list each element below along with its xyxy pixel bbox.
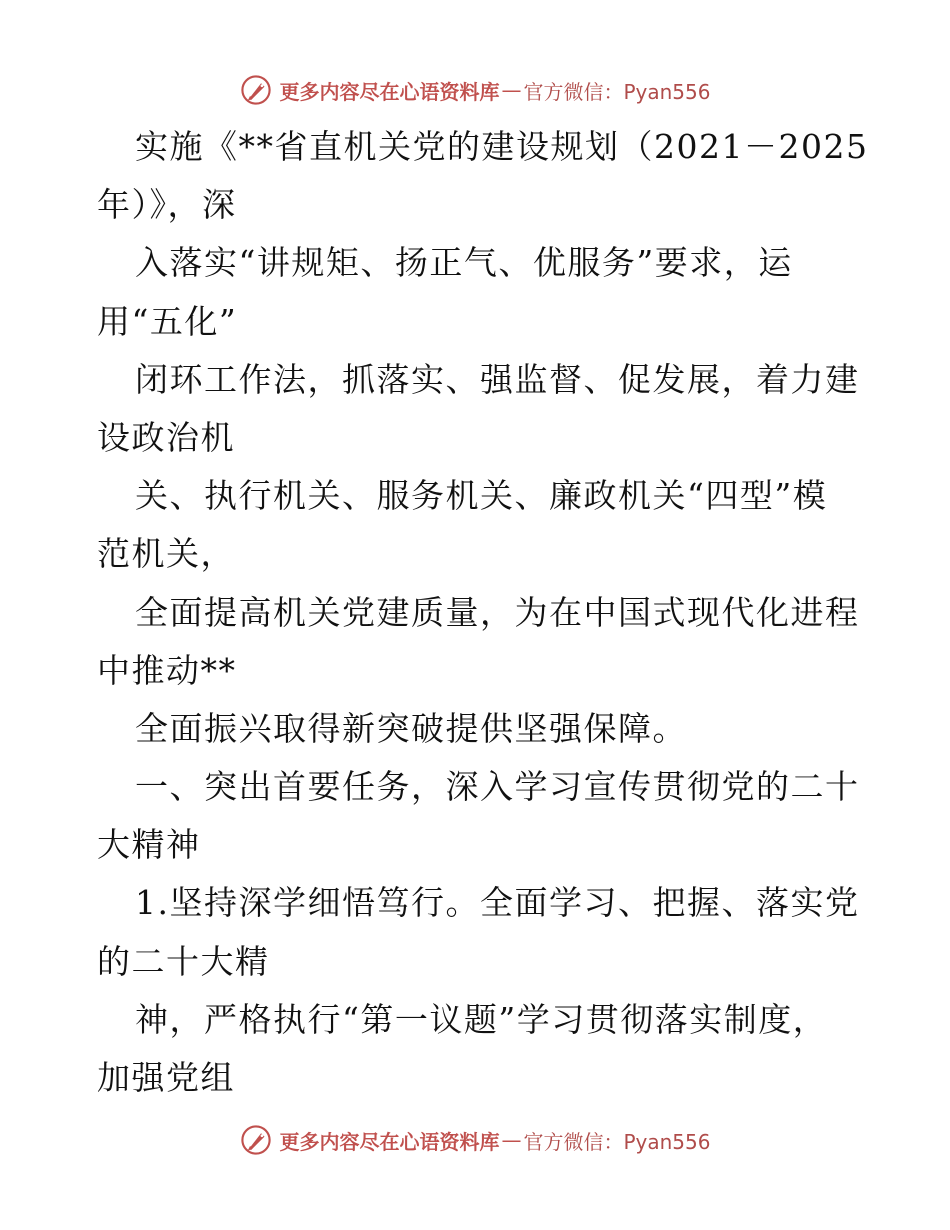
- text-line-6: 设政治机: [97, 417, 235, 457]
- text-line-17: 加强党组: [97, 1058, 235, 1097]
- text-line-3: 入落实“讲规矩、扬正气、优服务”要求，运: [135, 243, 793, 283]
- text-line-7: 关、执行机关、服务机关、廉政机关“四型”模: [135, 476, 828, 516]
- text-line-11: 全面振兴取得新突破提供坚强保障。: [135, 708, 687, 748]
- watermark-separator: —: [501, 78, 522, 102]
- header-watermark: [0, 70, 950, 110]
- text-line-5: 闭环工作法，抓落实、强监督、促发展，着力建: [135, 359, 860, 399]
- text-line-4: 用“五化”: [97, 301, 238, 341]
- watermark-text: 更多内容尽在心语资料库: [279, 79, 500, 104]
- watermark-text: 更多内容尽在心语资料库: [279, 1129, 500, 1154]
- watermark-separator: —: [501, 1128, 522, 1152]
- text-line-9: 全面提高机关党建质量，为在中国式现代化进程: [135, 592, 860, 632]
- pen-nib-logo-icon: [239, 1123, 273, 1157]
- pen-nib-logo-icon: [239, 73, 273, 107]
- text-line-13: 大精神: [97, 825, 201, 865]
- text-line-2: 年）》，深: [97, 185, 237, 225]
- section-heading-line: 一、突出首要任务，深入学习宣传贯彻党的二十: [135, 767, 860, 807]
- text-line-8: 范机关，: [97, 534, 235, 574]
- watermark-contact: 官方微信：Pyan556: [523, 1129, 711, 1154]
- watermark-contact: 官方微信：Pyan556: [523, 79, 711, 104]
- text-line-16: 神，严格执行“第一议题”学习贯彻落实制度，: [135, 999, 828, 1039]
- text-line-15: 的二十大精: [97, 941, 270, 981]
- text-line-10: 中推动**: [97, 650, 237, 690]
- document-body: [97, 118, 869, 1107]
- numbered-item-line: 1.坚持深学细悟笃行。全面学习、把握、落实党: [135, 883, 860, 923]
- footer-watermark: [0, 1120, 950, 1160]
- text-line-1: 实施《**省直机关党的建设规划（2021－2025: [135, 127, 869, 166]
